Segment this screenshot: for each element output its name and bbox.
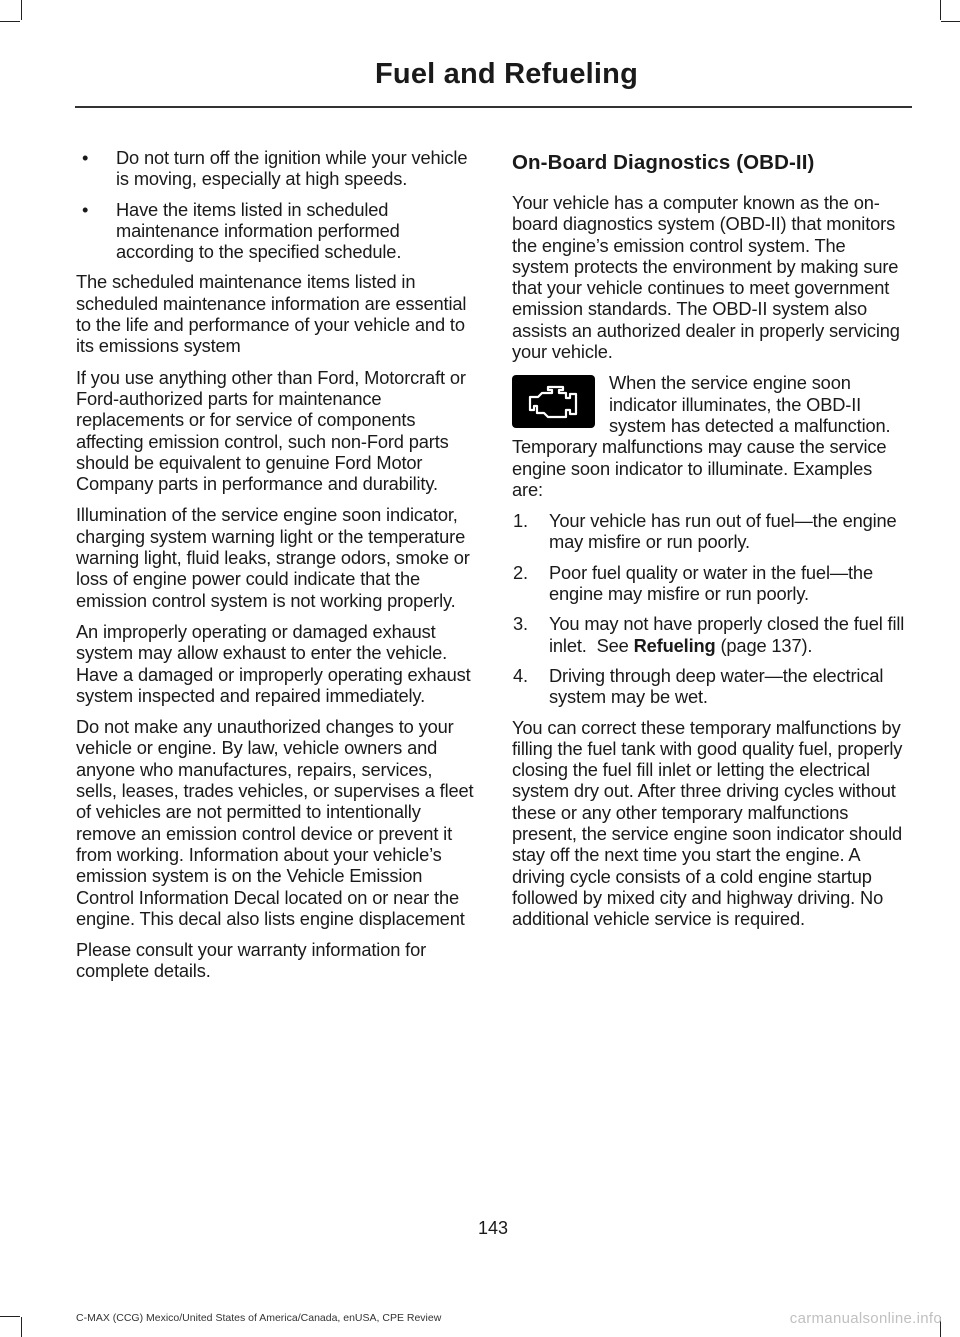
paragraph: The scheduled maintenance items listed in scheduled maintenance information are essential to the life and performance of your vehicle and to its emissions system — [76, 271, 467, 357]
paragraph: Your vehicle has a computer known as the on-board diagnostics system (OBD-II) that monitors the engine’s emission control system. The system protects the environment by making sure that your vehicle continues to meet government emission standards. The OBD-II system also assists an authorized dealer in properly servicing your vehicle. — [512, 192, 900, 363]
bullet-item — [76, 147, 476, 190]
list-item — [512, 613, 907, 656]
list-text: You may not have properly closed the fuel fill inlet. — [549, 613, 905, 656]
left-column — [76, 147, 476, 992]
bullet-item — [76, 199, 476, 263]
list-number: 1. — [513, 510, 528, 532]
crop-mark — [0, 1316, 20, 1317]
page-title: Fuel and Refueling — [375, 58, 638, 90]
edition-footer: C-MAX (CCG) Mexico/United States of America/Canada, enUSA, CPE Review — [76, 1312, 442, 1324]
list-number: 2. — [513, 561, 528, 583]
list-text: Poor fuel quality or water in the fuel—the engine may misfire or run poorly. — [549, 561, 873, 605]
icon-paragraph — [512, 372, 907, 500]
engine-icon — [528, 385, 580, 419]
bullet-marker: • — [82, 147, 89, 168]
bullet-marker: • — [82, 198, 89, 220]
xref-prefix: See — [596, 634, 629, 656]
list-item — [512, 510, 907, 553]
crop-mark — [21, 0, 22, 20]
paragraph: An improperly operating or damaged exhaust system may allow exhaust to enter the vehicle. Have a damaged or improperly operating exhaust system inspected and repaired immediately. — [76, 620, 471, 706]
watermark: carmanualsonline.info — [789, 1310, 942, 1327]
list-text: Driving through deep water—the electrical system may be wet. — [549, 664, 884, 708]
bullet-text: Do not turn off the ignition while your vehicle is moving, especially at high speeds. — [116, 147, 468, 190]
service-engine-soon-icon — [512, 375, 595, 428]
list-item — [512, 562, 907, 605]
paragraph: Please consult your warranty information for complete details. — [76, 939, 427, 982]
header-divider — [75, 106, 912, 108]
refueling-xref-link[interactable]: Refueling — [633, 634, 716, 656]
right-column — [512, 147, 907, 940]
list-item — [512, 665, 907, 708]
paragraph: Do not make any unauthorized changes to your vehicle or engine. By law, vehicle owners and anyone who manufactures, repairs, services, sells, leases, trades vehicles, or supervises a fleet of vehicles are not permitted to intentionally remove an emission control device or prevent it from working. Information about your vehicle’s emission system is on the Vehicle Emission Control Information Decal located on or near the engine. This decal also lists engine displacement — [76, 716, 474, 929]
list-text: Your vehicle has run out of fuel—the engine may misfire or run poorly. — [549, 510, 897, 553]
paragraph: If you use anything other than Ford, Motorcraft or Ford-authorized parts for maintenance replacements or for service of components affecting emission control, such non-Ford parts should be equivalent to genuine Ford Motor Company parts in performance and durability. — [76, 366, 466, 495]
bullet-text: Have the items listed in scheduled maintenance information performed according to the specified schedule. — [116, 198, 402, 263]
page-number: 143 — [477, 1218, 509, 1238]
crop-mark — [941, 21, 960, 22]
section-heading: On-Board Diagnostics (OBD-II) — [512, 151, 815, 174]
paragraph: Illumination of the service engine soon indicator, charging system warning light or the temperature warning light, fluid leaks, strange odors, smoke or loss of engine power could indicate that the emission control system is not working properly. — [76, 504, 470, 611]
crop-mark — [21, 1317, 22, 1337]
crop-mark — [0, 21, 20, 22]
xref-page: (page 137). — [720, 634, 813, 656]
crop-mark — [940, 0, 941, 20]
paragraph: You can correct these temporary malfunctions by filling the fuel tank with good quality fuel, properly closing the fuel fill inlet or letting the electrical system dry out. After three driving cycles without these or any other temporary malfunctions present, the service engine soon indicator should stay off the next time you start the engine. A driving cycle consists of a cold engine startup followed by mixed city and highway driving. No additional vehicle service is required. — [512, 716, 903, 930]
list-number: 3. — [513, 613, 528, 635]
paragraph-text: When the service engine soon indicator illuminates, the OBD-II system has detected a malfunction. Temporary malfunctions may cause the service engine soon indicator to illuminate. Examples are: — [512, 372, 891, 500]
list-number: 4. — [513, 664, 528, 686]
